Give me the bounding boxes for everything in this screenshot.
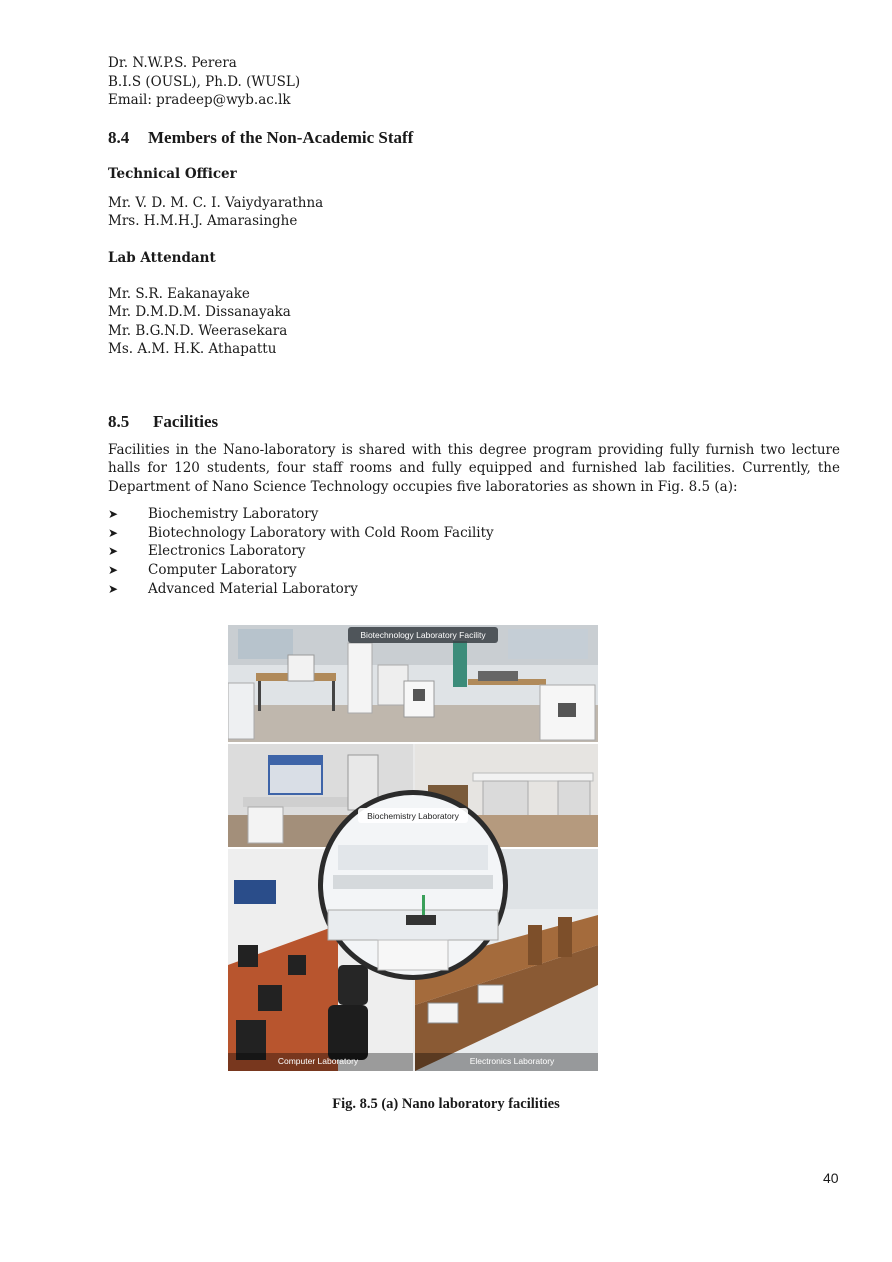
arrowhead-bullet-icon: ➤ — [108, 544, 119, 559]
contact-qualifications: B.I.S (OUSL), Ph.D. (WUSL) — [108, 73, 301, 90]
section-number: 8.5 — [108, 411, 130, 431]
list-item-label: Electronics Laboratory — [148, 543, 306, 560]
arrowhead-bullet-icon: ➤ — [108, 581, 119, 596]
lab-attendant-heading: Lab Attendant — [108, 249, 216, 266]
arrowhead-bullet-icon: ➤ — [108, 525, 119, 540]
list-item-label: Advanced Material Laboratory — [148, 580, 358, 597]
list-item — [108, 524, 840, 543]
document-page — [108, 54, 840, 599]
technical-officer-heading: Technical Officer — [108, 165, 237, 182]
laboratory-list — [108, 505, 840, 599]
figure-caption: Fig. 8.5 (a) Nano laboratory facilities — [332, 1096, 560, 1112]
staff-member: Mr. B.G.N.D. Weerasekara — [108, 322, 288, 339]
arrowhead-bullet-icon: ➤ — [108, 563, 119, 578]
contact-email: Email: pradeep@wyb.ac.lk — [108, 92, 291, 108]
staff-member: Mr. V. D. M. C. I. Vaiydyarathna — [108, 194, 324, 211]
section-title: Members of the Non-Academic Staff — [148, 127, 414, 147]
list-item-label: Computer Laboratory — [148, 562, 297, 579]
list-item-label: Biotechnology Laboratory with Cold Room Facility — [148, 524, 494, 541]
arrowhead-bullet-icon: ➤ — [108, 507, 119, 521]
contact-block — [108, 54, 840, 110]
lab-attendant-list — [108, 285, 840, 359]
page-number: 40 — [823, 1170, 839, 1186]
electronics-lab-label: Electronics Laboratory — [469, 1056, 555, 1066]
section-title: Facilities — [153, 411, 219, 431]
staff-member: Mrs. H.M.H.J. Amarasinghe — [108, 213, 298, 229]
laboratory-photo-collage — [228, 625, 598, 1071]
biotechnology-lab-photo — [228, 625, 598, 742]
staff-member: Mr. S.R. Eakanayake — [108, 285, 250, 302]
list-item — [108, 561, 840, 580]
list-item — [108, 542, 840, 561]
list-item-label: Biochemistry Laboratory — [148, 506, 319, 522]
contact-name: Dr. N.W.P.S. Perera — [108, 55, 237, 71]
list-item — [108, 505, 840, 524]
biotechnology-lab-label: Biotechnology Laboratory Facility — [360, 630, 486, 640]
list-item — [108, 580, 840, 599]
section-8-5-heading — [108, 412, 840, 432]
technical-officer-list — [108, 194, 840, 231]
computer-lab-label: Computer Laboratory — [277, 1056, 359, 1066]
staff-member: Ms. A.M. H.K. Athapattu — [108, 341, 277, 357]
section-number: 8.4 — [108, 127, 130, 147]
facilities-paragraph: Facilities in the Nano-laboratory is shared with this degree program providing fully furnish two lecture halls for 120 students, four staff rooms and fully equipped and furnished lab facilities. Currently, the Department of Nano Science Technology occupies five laboratories as shown in Fig. 8.5 (a): — [108, 441, 840, 495]
biochemistry-lab-label: Biochemistry Laboratory — [367, 811, 459, 821]
biochemistry-lab-photo — [318, 790, 508, 980]
section-8-4-heading — [108, 128, 840, 148]
staff-member: Mr. D.M.D.M. Dissanayaka — [108, 304, 291, 320]
